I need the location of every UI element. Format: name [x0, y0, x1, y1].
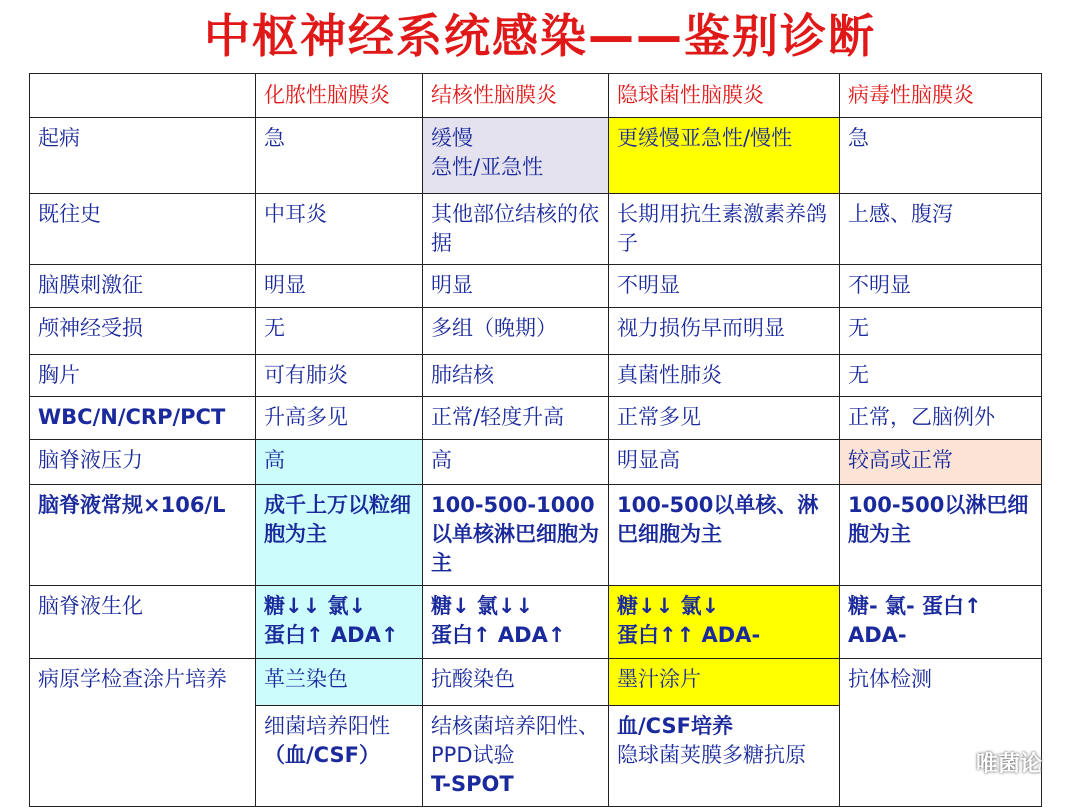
page-title: 中枢神经系统感染——鉴别诊断 — [204, 9, 876, 63]
table-cell — [256, 354, 423, 396]
table-cell — [609, 193, 840, 264]
table-cell — [423, 440, 609, 484]
cell-text: 蛋白↑ ADA↑ — [431, 623, 566, 648]
cell-text: 100-500以单核、淋巴细胞为主 — [617, 492, 819, 546]
watermark-text: 唯菌论 — [975, 751, 1042, 777]
table-cell — [609, 706, 840, 807]
cell-text: 急 — [264, 126, 285, 151]
row-label: 起病 — [30, 118, 256, 194]
column-header: 病毒性脑膜炎 — [840, 74, 1042, 118]
table-cell — [423, 706, 609, 807]
cell-text: 不明显 — [617, 273, 680, 298]
table-row — [30, 307, 1042, 354]
cell-text: 细菌培养阳性 — [264, 714, 390, 739]
table-cell — [423, 658, 609, 705]
table-row — [30, 586, 1042, 658]
cell-text: 明显 — [264, 273, 306, 298]
row-label: 病原学检查涂片培养 — [30, 658, 256, 806]
table-row — [30, 354, 1042, 396]
cell-text: 上感、腹泻 — [848, 201, 953, 226]
cell-text: 多组（晚期） — [431, 315, 557, 340]
table-cell — [423, 118, 609, 194]
row-label: 既往史 — [30, 193, 256, 264]
table-cell — [423, 193, 609, 264]
cell-text: 结核菌培养阳性、PPD试验 — [431, 714, 599, 768]
cell-text: 高 — [264, 448, 285, 473]
differential-diagnosis-table — [29, 73, 1042, 807]
cell-text: 血/CSF培养 — [617, 714, 733, 739]
table-cell — [609, 658, 840, 705]
table-cell — [840, 586, 1042, 658]
cell-text: 不明显 — [848, 273, 911, 298]
row-label: WBC/N/CRP/PCT — [30, 397, 256, 440]
cell-text: 升高多见 — [264, 405, 348, 430]
row-label: 颅神经受损 — [30, 307, 256, 354]
cell-text: 成千上万以粒细胞为主 — [264, 492, 411, 546]
row-label: 脑脊液常规×106/L — [30, 484, 256, 586]
cell-text: 视力损伤早而明显 — [617, 315, 785, 340]
column-header: 化脓性脑膜炎 — [256, 74, 423, 118]
cell-text: 隐球菌荚膜多糖抗原 — [617, 743, 806, 768]
table-cell — [609, 586, 840, 658]
table-cell — [840, 397, 1042, 440]
cell-text: 无 — [264, 315, 285, 340]
row-label: 脑膜刺激征 — [30, 265, 256, 307]
cell-text: 明显高 — [617, 448, 680, 473]
table-cell — [256, 658, 423, 705]
table-cell — [840, 265, 1042, 307]
cell-text: 真菌性肺炎 — [617, 362, 722, 387]
cell-text: （血/CSF） — [264, 743, 380, 768]
cell-text: 蛋白↑↑ ADA- — [617, 623, 761, 648]
row-label: 脑脊液压力 — [30, 440, 256, 484]
cell-text: 明显 — [431, 273, 473, 298]
table-cell — [609, 484, 840, 586]
cell-text: 糖↓ 氯↓↓ — [431, 594, 534, 619]
table-row — [30, 265, 1042, 307]
table-cell — [256, 440, 423, 484]
table-cell — [840, 307, 1042, 354]
table-cell — [609, 265, 840, 307]
cell-text: 无 — [848, 315, 869, 340]
cell-text: 急 — [848, 126, 869, 151]
table-cell — [609, 354, 840, 396]
cell-text: 缓慢 — [431, 126, 473, 151]
cell-text: 正常/轻度升高 — [431, 405, 565, 430]
cell-text: 正常多见 — [617, 405, 701, 430]
watermark — [936, 745, 1042, 779]
cell-text: 墨汁涂片 — [617, 666, 701, 691]
cell-text: 糖↓↓ 氯↓ — [264, 594, 367, 619]
cell-text: 高 — [431, 448, 452, 473]
header-corner-cell — [30, 74, 256, 118]
table-row — [30, 440, 1042, 484]
table-row — [30, 484, 1042, 586]
table-cell — [423, 307, 609, 354]
table-cell — [423, 397, 609, 440]
row-label: 脑脊液生化 — [30, 586, 256, 658]
cell-text: 革兰染色 — [264, 666, 348, 691]
column-header: 结核性脑膜炎 — [423, 74, 609, 118]
table-cell — [256, 307, 423, 354]
wechat-icon — [936, 748, 970, 776]
table-cell — [256, 118, 423, 194]
cell-text: 抗体检测 — [848, 666, 932, 691]
cell-text: 糖- 氯- 蛋白↑ — [848, 594, 982, 619]
table-cell — [840, 440, 1042, 484]
table-cell — [609, 397, 840, 440]
table-header-row — [30, 74, 1042, 118]
table-cell — [609, 440, 840, 484]
cell-text: 蛋白↑ ADA↑ — [264, 623, 399, 648]
table-cell — [840, 118, 1042, 194]
table-cell — [423, 586, 609, 658]
table-cell — [256, 193, 423, 264]
table-cell — [840, 354, 1042, 396]
cell-text: T-SPOT — [431, 772, 514, 797]
table-cell — [840, 484, 1042, 586]
cell-text: 无 — [848, 362, 869, 387]
table-cell — [256, 265, 423, 307]
cell-text: ADA- — [848, 623, 907, 648]
row-label: 胸片 — [30, 354, 256, 396]
cell-text: 肺结核 — [431, 362, 494, 387]
table-cell — [609, 307, 840, 354]
cell-text: 长期用抗生素激素养鸽子 — [617, 201, 827, 255]
table-row — [30, 397, 1042, 440]
table-cell — [256, 484, 423, 586]
cell-text: 中耳炎 — [264, 201, 327, 226]
cell-text: 抗酸染色 — [431, 666, 515, 691]
cell-text: 可有肺炎 — [264, 362, 348, 387]
cell-text: 较高或正常 — [848, 448, 953, 473]
cell-text: 更缓慢亚急性/慢性 — [617, 126, 793, 151]
cell-text: 急性/亚急性 — [431, 155, 544, 180]
cell-text: 100-500-1000以单核淋巴细胞为主 — [431, 492, 599, 575]
table-cell — [609, 118, 840, 194]
table-cell — [423, 265, 609, 307]
table-cell — [840, 658, 1042, 705]
column-header: 隐球菌性脑膜炎 — [609, 74, 840, 118]
table-row — [30, 193, 1042, 264]
table-row — [30, 658, 1042, 705]
table-row — [30, 118, 1042, 194]
table-cell — [423, 484, 609, 586]
cell-text: 糖↓↓ 氯↓ — [617, 594, 720, 619]
cell-text: 其他部位结核的依据 — [431, 201, 599, 255]
cell-text: 正常，乙脑例外 — [848, 405, 995, 430]
table-cell — [423, 354, 609, 396]
table-cell — [840, 193, 1042, 264]
cell-text: 100-500以淋巴细胞为主 — [848, 492, 1029, 546]
table-cell — [256, 586, 423, 658]
table-cell — [256, 397, 423, 440]
table-cell — [256, 706, 423, 807]
